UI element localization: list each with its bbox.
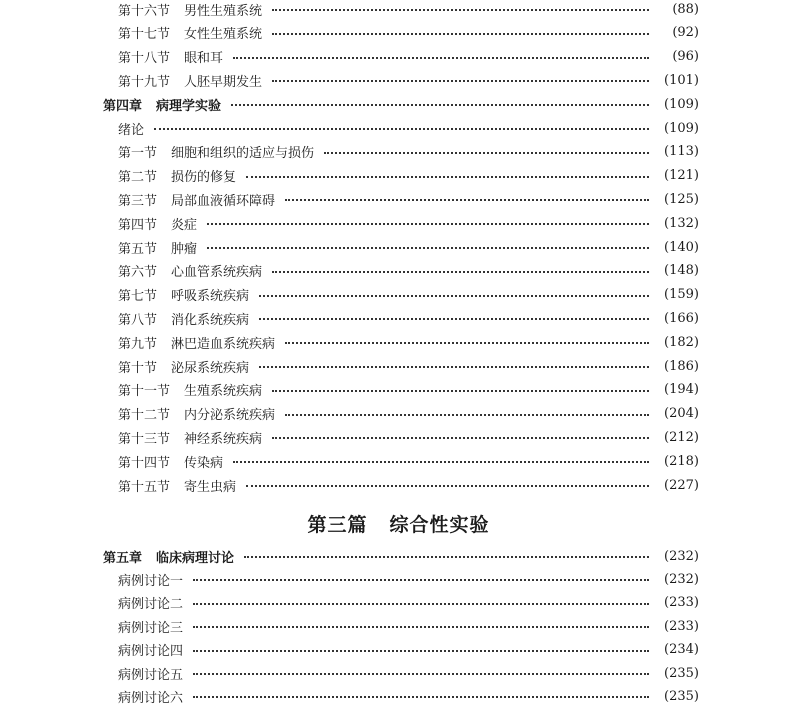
dot-leader — [193, 673, 649, 675]
toc-page-number: (166) — [664, 310, 699, 326]
toc-entry-number: 第十三节 — [118, 431, 171, 447]
toc-section-row[interactable] — [118, 615, 699, 637]
dot-leader — [324, 152, 649, 154]
dot-leader — [285, 342, 649, 344]
toc-section-row[interactable] — [118, 165, 699, 187]
toc-page-number: (212) — [664, 429, 699, 445]
toc-section-row[interactable] — [118, 260, 699, 282]
toc-page-number: (125) — [664, 191, 699, 207]
toc-section-row[interactable] — [118, 403, 699, 425]
dot-leader — [193, 696, 649, 698]
toc-chapter-row[interactable] — [103, 93, 699, 115]
toc-entry-title: 眼和耳 — [184, 51, 224, 67]
toc-entry-title: 女性生殖系统 — [184, 27, 263, 43]
toc-page-number: (113) — [664, 144, 699, 160]
toc-section-row[interactable] — [118, 117, 699, 139]
toc-entry-number: 第十七节 — [118, 27, 171, 43]
toc-entry-title: 寄生虫病 — [184, 479, 237, 495]
toc-entry-title: 损伤的修复 — [171, 170, 237, 186]
dot-leader — [272, 271, 649, 273]
toc-page-number: (182) — [664, 334, 699, 350]
toc-entry-number: 第十九节 — [118, 74, 171, 90]
toc-entry-number: 第十一节 — [118, 384, 171, 400]
toc-entry-number: 病例讨论六 — [118, 690, 184, 706]
toc-section-row[interactable] — [118, 236, 699, 258]
dot-leader — [259, 318, 649, 320]
toc-section-row[interactable] — [118, 0, 699, 20]
part-number: 第三篇 — [307, 514, 368, 536]
toc-section-row[interactable] — [118, 450, 699, 472]
toc-entry-title: 内分泌系统疾病 — [184, 408, 276, 424]
toc-entry-number: 第六节 — [118, 265, 158, 281]
dot-leader — [233, 57, 649, 59]
toc-section-row[interactable] — [118, 355, 699, 377]
toc-section-row[interactable] — [118, 426, 699, 448]
toc-section-row[interactable] — [118, 662, 699, 684]
dot-leader — [246, 485, 649, 487]
dot-leader — [272, 33, 649, 35]
toc-entry-number: 第三节 — [118, 193, 158, 209]
toc-entry-number: 第九节 — [118, 336, 158, 352]
toc-page-number: (96) — [672, 49, 699, 65]
toc-entry-title: 传染病 — [184, 455, 224, 471]
toc-section-row[interactable] — [118, 307, 699, 329]
toc-entry-title: 肿瘤 — [171, 241, 198, 257]
toc-entry-number: 绪论 — [118, 122, 145, 138]
toc-entry-title: 人胚早期发生 — [184, 74, 263, 90]
toc-page-number: (233) — [664, 618, 699, 634]
toc-entry-number: 病例讨论三 — [118, 620, 184, 636]
toc-entry-title: 局部血液循环障碍 — [171, 193, 276, 209]
toc-entry-title: 神经系统疾病 — [184, 431, 263, 447]
toc-entry-title: 临床病理讨论 — [156, 550, 235, 566]
dot-leader — [193, 603, 649, 605]
toc-page-number: (92) — [672, 25, 699, 41]
toc-page-number: (194) — [664, 382, 699, 398]
part-title: 综合性实验 — [389, 514, 490, 536]
toc-page-number: (218) — [664, 453, 699, 469]
toc-entry-title: 泌尿系统疾病 — [171, 360, 250, 376]
toc-entry-number: 病例讨论一 — [118, 573, 184, 589]
toc-section-row[interactable] — [118, 22, 699, 44]
toc-entry-title: 炎症 — [171, 217, 198, 233]
toc-entry-number: 第十八节 — [118, 51, 171, 67]
toc-entry-title: 细胞和组织的适应与损伤 — [171, 146, 315, 162]
toc-section-row[interactable] — [118, 592, 699, 614]
dot-leader — [272, 437, 649, 439]
toc-section-row[interactable] — [118, 212, 699, 234]
toc-entry-title: 病理学实验 — [156, 98, 222, 114]
toc-entry-title: 男性生殖系统 — [184, 3, 263, 19]
toc-section-row[interactable] — [118, 69, 699, 91]
toc-page-number: (232) — [664, 548, 699, 564]
toc-page-number: (233) — [664, 595, 699, 611]
part-heading — [0, 510, 797, 537]
dot-leader — [259, 366, 649, 368]
dot-leader — [154, 128, 649, 130]
toc-page-number: (109) — [664, 120, 699, 136]
toc-page-number: (159) — [664, 287, 699, 303]
toc-entry-number: 第四章 — [103, 98, 143, 114]
dot-leader — [244, 556, 649, 558]
toc-entry-number: 第七节 — [118, 289, 158, 305]
toc-entry-number: 第八节 — [118, 312, 158, 328]
dot-leader — [272, 80, 649, 82]
toc-section-row[interactable] — [118, 568, 699, 590]
toc-entry-title: 心血管系统疾病 — [171, 265, 263, 281]
toc-section-row[interactable] — [118, 639, 699, 661]
toc-entry-number: 第一节 — [118, 146, 158, 162]
toc-entry-number: 第十六节 — [118, 3, 171, 19]
toc-page-number: (121) — [664, 168, 699, 184]
toc-page-number: (109) — [664, 96, 699, 112]
toc-page-number: (204) — [664, 406, 699, 422]
toc-entry-number: 第十四节 — [118, 455, 171, 471]
toc-section-row[interactable] — [118, 379, 699, 401]
toc-entry-number: 第十五节 — [118, 479, 171, 495]
toc-page-number: (186) — [664, 358, 699, 374]
toc-section-row[interactable] — [118, 474, 699, 496]
toc-entry-number: 第五章 — [103, 550, 143, 566]
dot-leader — [246, 176, 649, 178]
toc-entry-number: 病例讨论四 — [118, 644, 184, 660]
toc-page-number: (235) — [664, 688, 699, 704]
dot-leader — [259, 295, 649, 297]
toc-page-number: (140) — [664, 239, 699, 255]
dot-leader — [272, 9, 649, 11]
toc-entry-number: 第二节 — [118, 170, 158, 186]
toc-entry-number: 第十二节 — [118, 408, 171, 424]
toc-page-number: (148) — [664, 263, 699, 279]
dot-leader — [233, 461, 649, 463]
toc-entry-number: 病例讨论二 — [118, 597, 184, 613]
dot-leader — [231, 104, 649, 106]
toc-entry-number: 第五节 — [118, 241, 158, 257]
toc-page-number: (235) — [664, 665, 699, 681]
toc-entry-number: 病例讨论五 — [118, 667, 184, 683]
toc-page-number: (232) — [664, 571, 699, 587]
dot-leader — [207, 223, 649, 225]
toc-page-number: (132) — [664, 215, 699, 231]
dot-leader — [272, 390, 649, 392]
toc-entry-title: 淋巴造血系统疾病 — [171, 336, 276, 352]
toc-entry-title: 消化系统疾病 — [171, 312, 250, 328]
toc-section-row[interactable] — [118, 284, 699, 306]
toc-page-number: (101) — [664, 72, 699, 88]
toc-entry-title: 生殖系统疾病 — [184, 384, 263, 400]
toc-section-row[interactable] — [118, 331, 699, 353]
dot-leader — [193, 650, 649, 652]
toc-section-row[interactable] — [118, 141, 699, 163]
dot-leader — [193, 626, 649, 628]
dot-leader — [285, 199, 649, 201]
dot-leader — [193, 579, 649, 581]
toc-section-row[interactable] — [118, 188, 699, 210]
dot-leader — [285, 414, 649, 416]
toc-chapter-row[interactable] — [103, 545, 699, 567]
toc-page-number: (88) — [672, 1, 699, 17]
toc-page-number: (234) — [664, 642, 699, 658]
toc-entry-title: 呼吸系统疾病 — [171, 289, 250, 305]
toc-entry-number: 第十节 — [118, 360, 158, 376]
toc-entry-number: 第四节 — [118, 217, 158, 233]
dot-leader — [207, 247, 649, 249]
toc-page-number: (227) — [664, 477, 699, 493]
toc-section-row[interactable] — [118, 46, 699, 68]
toc-section-row[interactable] — [118, 685, 699, 707]
